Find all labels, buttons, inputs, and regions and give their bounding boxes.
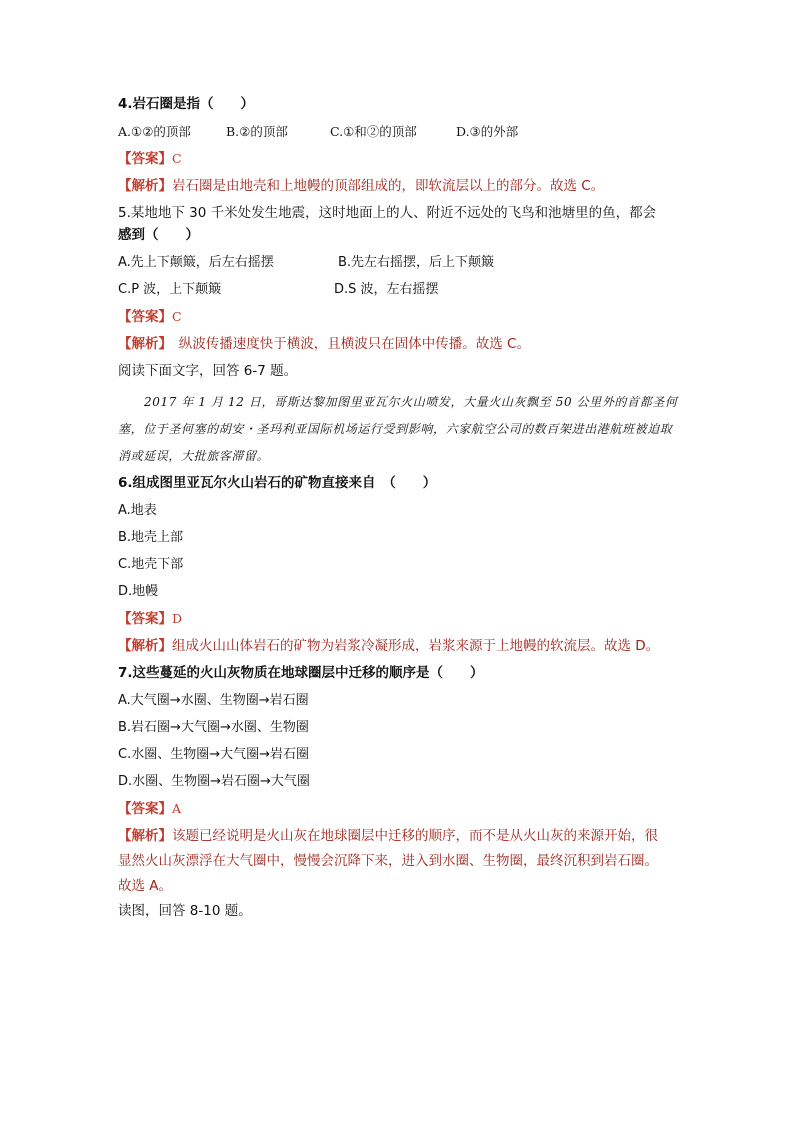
q7-analysis-line1: [118, 827, 678, 846]
analysis-text: 显然火山灰漂浮在大气圈中，慢慢会沉降下来，进入到水圈、生物圈，最终沉积到岩石圈。: [118, 853, 658, 869]
reading-passage: 2017 年 1 月 12 日，哥斯达黎加图里亚瓦尔火山喷发，大量火山灰飘至 50 公里外的首都圣何塞，位于圣何塞的胡安・圣玛利亚国际机场运行受到影响，六家航空公司的数百架进出港航班被迫取消或延误，大批旅客滞留。: [118, 395, 678, 463]
answer-tag: 【答案】: [118, 309, 172, 325]
q5-question-line2: 感到（ ）: [118, 227, 199, 243]
analysis-text: 纵波传播速度快于横波，且横波只在固体中传播。故选 C。: [165, 336, 530, 352]
q5-option-a: A.先上下颠簸，后左右摇摆: [118, 255, 274, 270]
analysis-tag: 【解析】: [118, 336, 166, 352]
q7-answer: [118, 799, 678, 819]
answer-value: D: [172, 611, 183, 626]
analysis-tag: 【解析】: [118, 828, 172, 844]
answer-value: C: [172, 309, 182, 324]
answer-value: A: [172, 801, 182, 816]
answer-tag: 【答案】: [118, 151, 172, 167]
analysis-text: 该题已经说明是火山灰在地球圈层中迁移的顺序，而不是从火山灰的来源开始，很: [172, 828, 658, 844]
q5-options-row2: [118, 280, 678, 299]
q5-answer: [118, 307, 678, 327]
q5-option-c: C.P 波，上下颠簸: [118, 282, 222, 297]
answer-tag: 【答案】: [118, 801, 172, 817]
q7-option-a: A.大气圈→水圈、生物圈→岩石圈: [118, 693, 309, 708]
analysis-text: 故选 A。: [118, 878, 173, 894]
answer-tag: 【答案】: [118, 611, 172, 627]
q5-option-b: B.先左右摇摆，后上下颠簸: [338, 255, 495, 270]
analysis-text: 组成火山山体岩石的矿物为岩浆冷凝形成，岩浆来源于上地幔的软流层。故选 D。: [172, 638, 660, 654]
q6-answer: [118, 609, 678, 629]
q6-question: 6.组成图里亚瓦尔火山岩石的矿物直接来自 （ ）: [118, 475, 437, 491]
q7-analysis-line2: [118, 852, 678, 871]
q4-analysis: [118, 177, 678, 196]
answer-value: C: [172, 151, 182, 166]
q5-question-line1: 5.某地地下 30 千米处发生地震，这时地面上的人、附近不远处的飞鸟和池塘里的鱼，都会: [118, 205, 657, 221]
analysis-tag: 【解析】: [118, 638, 172, 654]
document-page: [118, 95, 678, 929]
q7-question: 7.这些蔓延的火山灰物质在地球圈层中迁移的顺序是（ ）: [118, 665, 484, 681]
q5-options-row1: [118, 253, 678, 272]
q4-option-a: A.①②的顶部: [118, 124, 191, 139]
q4-option-b: B.②的顶部: [226, 124, 288, 139]
q4-answer: [118, 149, 678, 169]
q5-analysis: [118, 335, 678, 354]
q5-option-d: D.S 波，左右摇摆: [334, 282, 439, 297]
q6-analysis: [118, 637, 678, 656]
q7-option-d: D.水圈、生物圈→岩石圈→大气圈: [118, 774, 310, 789]
q7-option-b: B.岩石圈→大气圈→水圈、生物圈: [118, 720, 309, 735]
reading-intro: 阅读下面文字，回答 6-7 题。: [118, 363, 298, 379]
reading2-intro: 读图，回答 8-10 题。: [118, 903, 252, 919]
q4-option-c: C.①和②的顶部: [330, 124, 417, 139]
q4-options: [118, 122, 678, 141]
analysis-tag: 【解析】: [118, 178, 172, 194]
q6-option-b: B.地壳上部: [118, 530, 184, 545]
analysis-text: 岩石圈是由地壳和上地幔的顶部组成的，即软流层以上的部分。故选 C。: [172, 178, 605, 194]
q6-option-d: D.地幔: [118, 584, 159, 599]
q4-question: 4.岩石圈是指（ ）: [118, 96, 255, 112]
q7-analysis-line3: [118, 877, 678, 896]
q6-option-a: A.地表: [118, 503, 157, 518]
q7-option-c: C.水圈、生物圈→大气圈→岩石圈: [118, 747, 309, 762]
q4-option-d: D.③的外部: [456, 124, 519, 139]
q6-option-c: C.地壳下部: [118, 557, 184, 572]
